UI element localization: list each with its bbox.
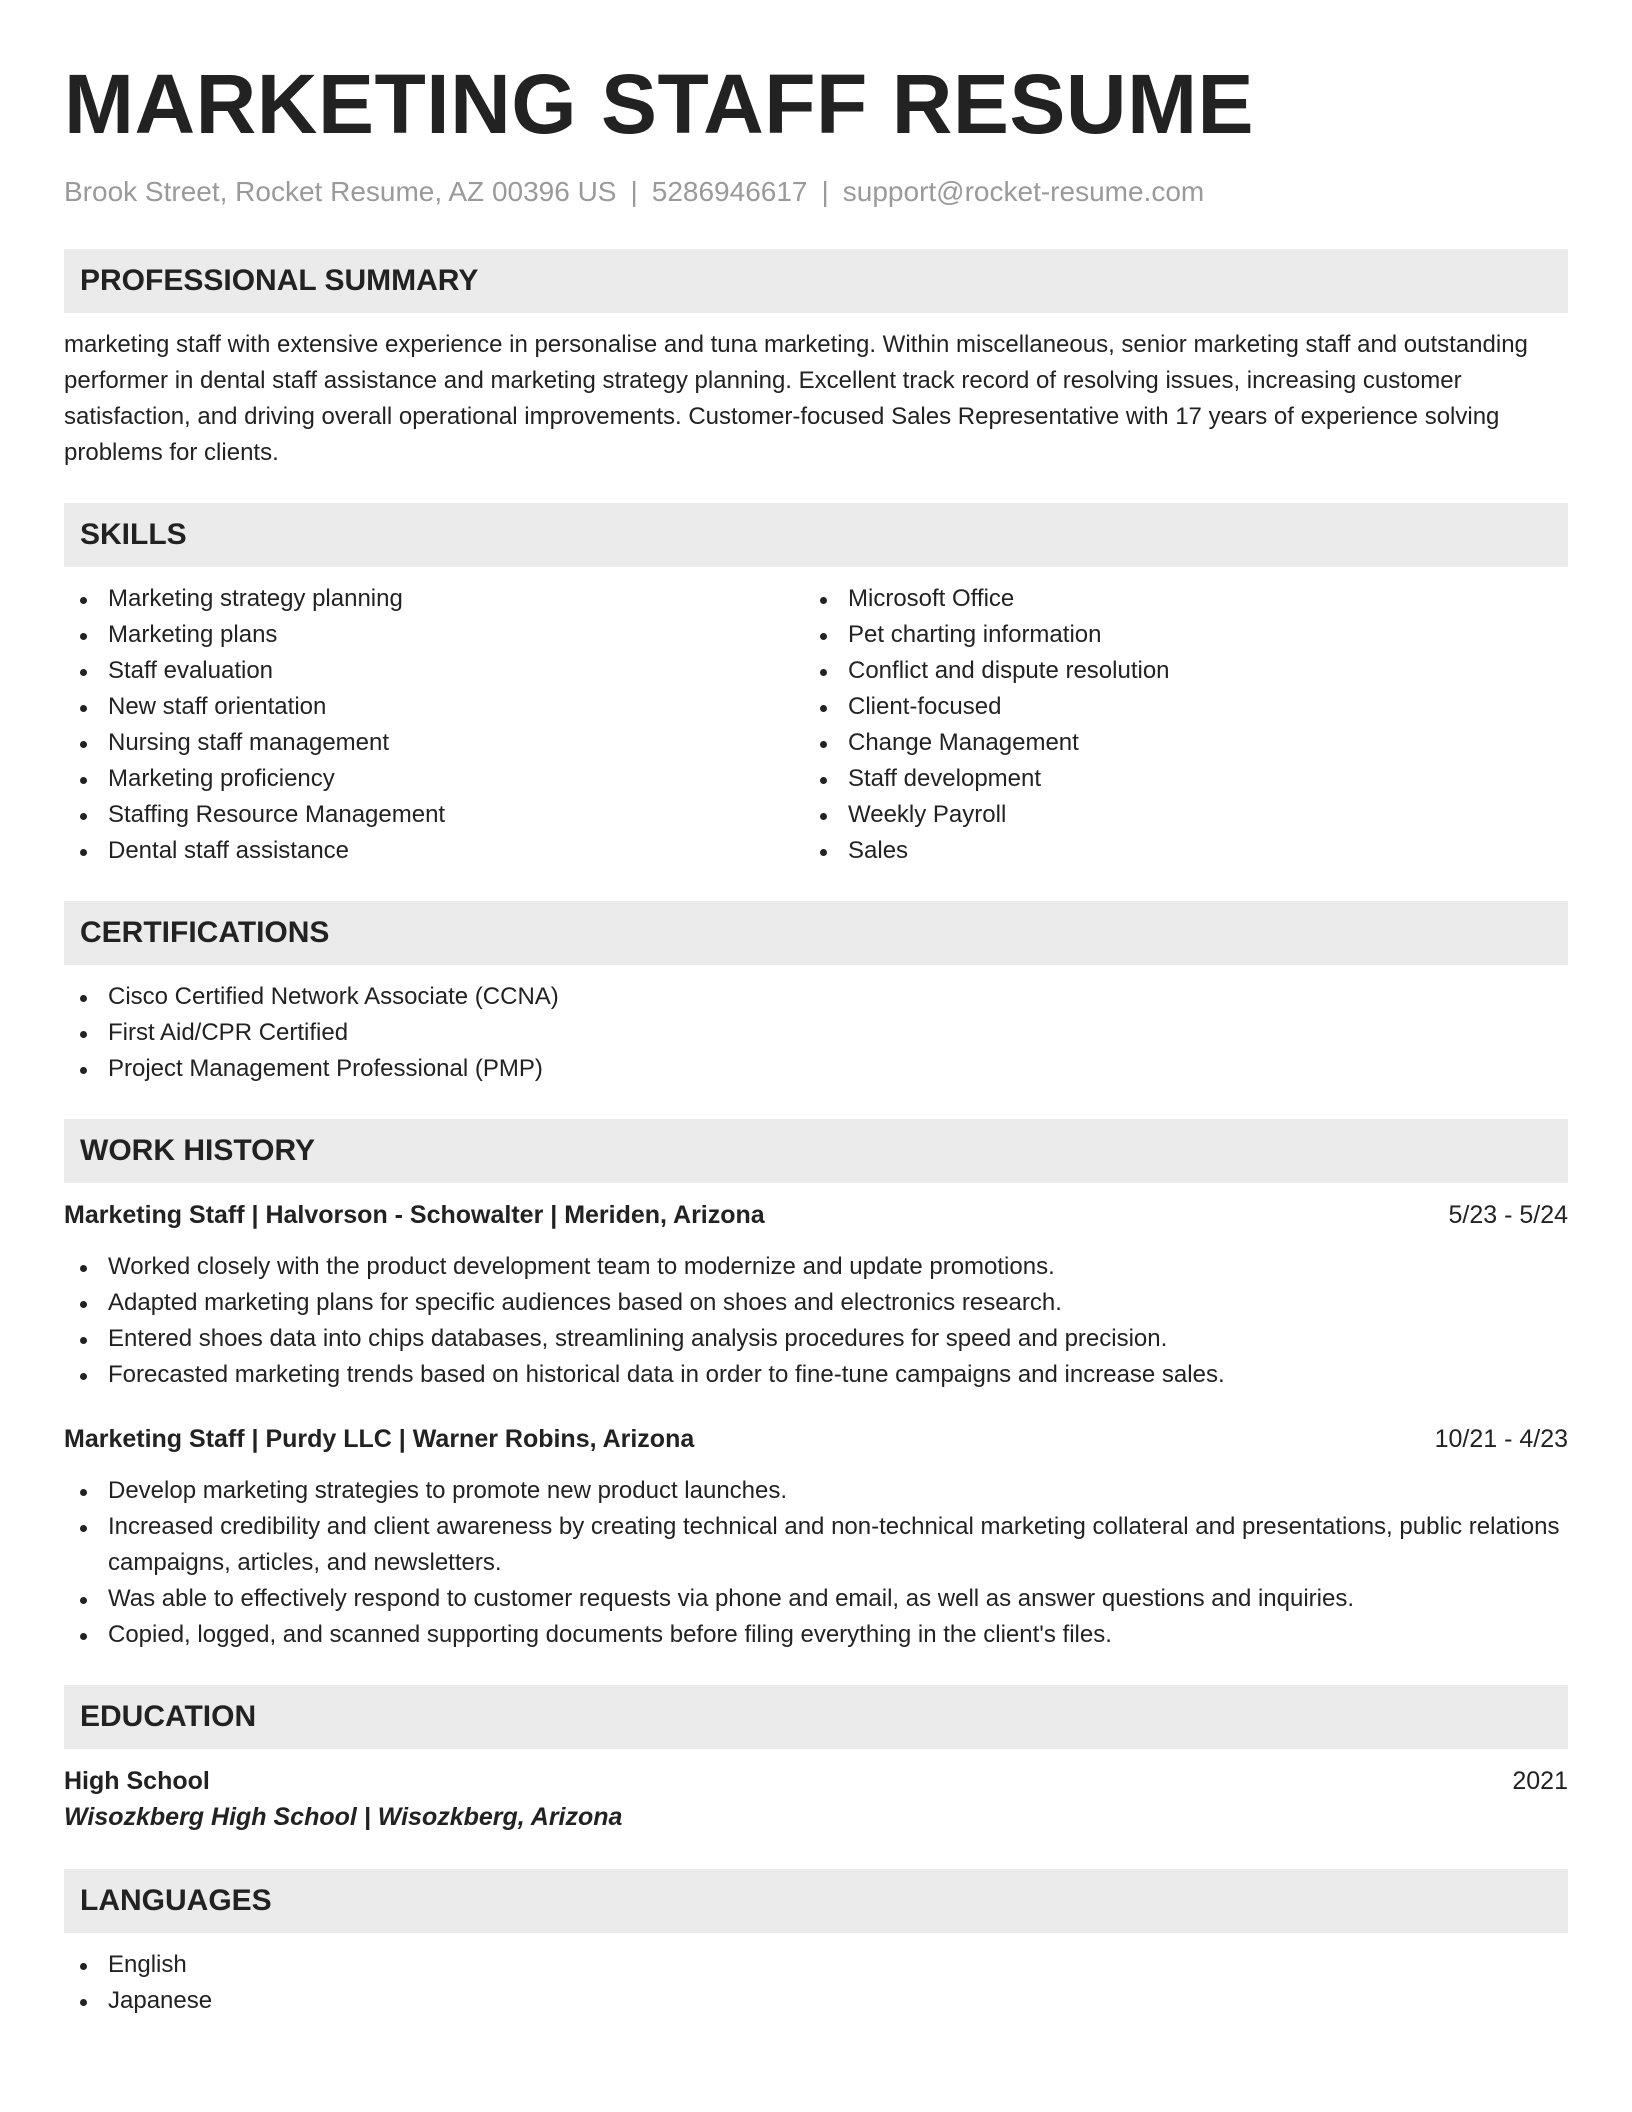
skills-grid [64, 581, 1568, 869]
list-item: Develop marketing strategies to promote new product launches. [64, 1473, 1568, 1509]
education-year: 2021 [1512, 1767, 1568, 1795]
list-item: Change Management [804, 725, 1544, 761]
job-dates: 10/21 - 4/23 [1434, 1425, 1568, 1453]
list-item: New staff orientation [64, 689, 804, 725]
skills-list-right [804, 581, 1544, 869]
list-item: Dental staff assistance [64, 833, 804, 869]
job-entry [64, 1421, 1568, 1653]
job-header [64, 1421, 1568, 1457]
list-item: English [64, 1947, 1568, 1983]
list-item: Adapted marketing plans for specific audiences based on shoes and electronics research. [64, 1285, 1568, 1321]
list-item: Conflict and dispute resolution [804, 653, 1544, 689]
summary-text: marketing staff with extensive experience in personalise and tuna marketing. Within miscellaneous, senior marketing staff and outstanding performer in dental staff assistance and marketing strategy planning. Excellent track record of resolving issues, increasing customer satisfaction, and driving overall operational improvements. Customer-focused Sales Representative with 17 years of experience solving problems for clients. [64, 331, 1528, 466]
list-item: Japanese [64, 1983, 1568, 2019]
education-entry [64, 1763, 1568, 1835]
list-item: Copied, logged, and scanned supporting documents before filing everything in the client's files. [64, 1617, 1568, 1653]
education-degree: High School [64, 1767, 210, 1795]
contact-separator: | [630, 176, 638, 207]
contact-separator: | [821, 176, 829, 207]
list-item: Project Management Professional (PMP) [64, 1051, 1568, 1087]
list-item: Nursing staff management [64, 725, 804, 761]
job-title: Marketing Staff | Halvorson - Schowalter | Meriden, Arizona [64, 1201, 765, 1229]
job-dates: 5/23 - 5/24 [1448, 1201, 1568, 1229]
list-item: Staff development [804, 761, 1544, 797]
list-item: First Aid/CPR Certified [64, 1015, 1568, 1051]
skills-list-left [64, 581, 804, 869]
list-item: Cisco Certified Network Associate (CCNA) [64, 979, 1568, 1015]
contact-phone: 5286946617 [651, 176, 808, 207]
section-heading-languages: LANGUAGES [64, 1869, 1568, 1933]
list-item: Forecasted marketing trends based on historical data in order to fine-tune campaigns and increase sales. [64, 1357, 1568, 1393]
list-item: Marketing proficiency [64, 761, 804, 797]
list-item: Pet charting information [804, 617, 1544, 653]
job-entry [64, 1197, 1568, 1393]
job-header [64, 1197, 1568, 1233]
job-bullets [64, 1249, 1568, 1393]
list-item: Weekly Payroll [804, 797, 1544, 833]
list-item: Client-focused [804, 689, 1544, 725]
contact-email: support@rocket-resume.com [842, 176, 1205, 207]
section-heading-work-history: WORK HISTORY [64, 1119, 1568, 1183]
list-item: Microsoft Office [804, 581, 1544, 617]
list-item: Marketing strategy planning [64, 581, 804, 617]
list-item: Marketing plans [64, 617, 804, 653]
list-item: Staffing Resource Management [64, 797, 804, 833]
list-item: Staff evaluation [64, 653, 804, 689]
education-school: Wisozkberg High School | Wisozkberg, Arizona [64, 1803, 623, 1831]
contact-address: Brook Street, Rocket Resume, AZ 00396 US [64, 176, 617, 207]
list-item: Worked closely with the product development team to modernize and update promotions. [64, 1249, 1568, 1285]
education-header [64, 1763, 1568, 1799]
languages-list [64, 1947, 1568, 2019]
resume-title: MARKETING STAFF RESUME [64, 57, 1255, 151]
section-heading-certifications: CERTIFICATIONS [64, 901, 1568, 965]
job-title: Marketing Staff | Purdy LLC | Warner Robins, Arizona [64, 1425, 695, 1453]
section-heading-summary: PROFESSIONAL SUMMARY [64, 249, 1568, 313]
section-heading-skills: SKILLS [64, 503, 1568, 567]
contact-line [64, 174, 1568, 210]
list-item: Increased credibility and client awareness by creating technical and non-technical marketing collateral and presentations, public relations campaigns, articles, and newsletters. [64, 1509, 1568, 1581]
job-bullets [64, 1473, 1568, 1653]
certifications-list [64, 979, 1568, 1087]
section-heading-education: EDUCATION [64, 1685, 1568, 1749]
list-item: Entered shoes data into chips databases, streamlining analysis procedures for speed and precision. [64, 1321, 1568, 1357]
list-item: Was able to effectively respond to customer requests via phone and email, as well as answer questions and inquiries. [64, 1581, 1568, 1617]
list-item: Sales [804, 833, 1544, 869]
